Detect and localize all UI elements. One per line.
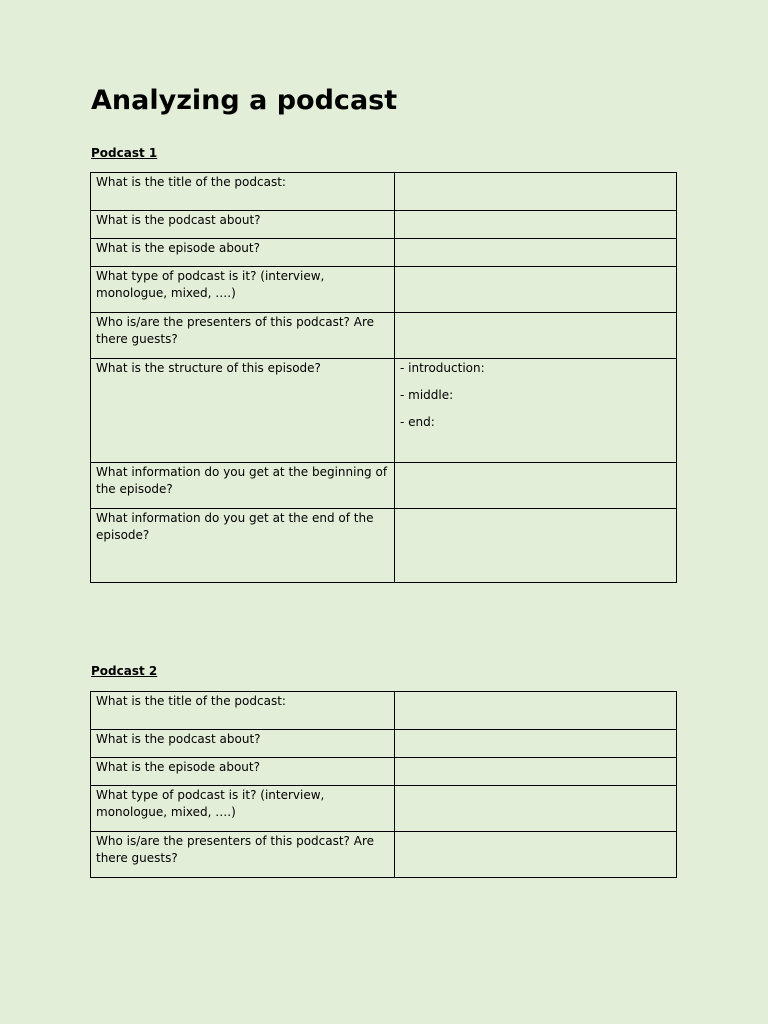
question-cell: What is the structure of this episode? [91,359,395,463]
answer-cell[interactable] [395,359,677,463]
podcast-1-table [90,172,677,583]
table-row [91,313,677,359]
answer-cell[interactable] [395,239,677,267]
question-cell: Who is/are the presenters of this podcast? Are there guests? [91,313,395,359]
question-cell: What is the title of the podcast: [91,173,395,211]
table-row [91,211,677,239]
table-row [91,267,677,313]
answer-cell[interactable] [395,692,677,730]
section-heading-podcast-1: Podcast 1 [91,146,158,160]
table-row [91,239,677,267]
table-row [91,692,677,730]
question-cell: What is the podcast about? [91,730,395,758]
answer-cell[interactable] [395,786,677,832]
section-heading-podcast-2: Podcast 2 [91,664,158,678]
table-row [91,832,677,878]
page-title: Analyzing a podcast [91,85,398,116]
table-row [91,509,677,583]
question-cell: What is the episode about? [91,239,395,267]
answer-cell[interactable] [395,509,677,583]
question-cell: What type of podcast is it? (interview, monologue, mixed, ….) [91,267,395,313]
answer-cell[interactable] [395,463,677,509]
table-row [91,786,677,832]
podcast-2-table [90,691,677,878]
question-cell: What information do you get at the beginning of the episode? [91,463,395,509]
question-cell: What type of podcast is it? (interview, monologue, mixed, ….) [91,786,395,832]
answer-prompt-introduction: - introduction: [400,361,485,375]
answer-prompt-middle: - middle: [400,388,454,402]
question-cell: What is the episode about? [91,758,395,786]
answer-cell[interactable] [395,832,677,878]
question-cell: What is the title of the podcast: [91,692,395,730]
table-row [91,173,677,211]
answer-cell[interactable] [395,730,677,758]
answer-cell[interactable] [395,313,677,359]
answer-cell[interactable] [395,173,677,211]
answer-cell[interactable] [395,758,677,786]
question-cell: Who is/are the presenters of this podcast? Are there guests? [91,832,395,878]
table-row [91,730,677,758]
question-cell: What is the podcast about? [91,211,395,239]
answer-cell[interactable] [395,211,677,239]
answer-prompt-end: - end: [400,415,435,429]
table-row [91,359,677,463]
table-row [91,463,677,509]
question-cell: What information do you get at the end of the episode? [91,509,395,583]
answer-cell[interactable] [395,267,677,313]
table-row [91,758,677,786]
